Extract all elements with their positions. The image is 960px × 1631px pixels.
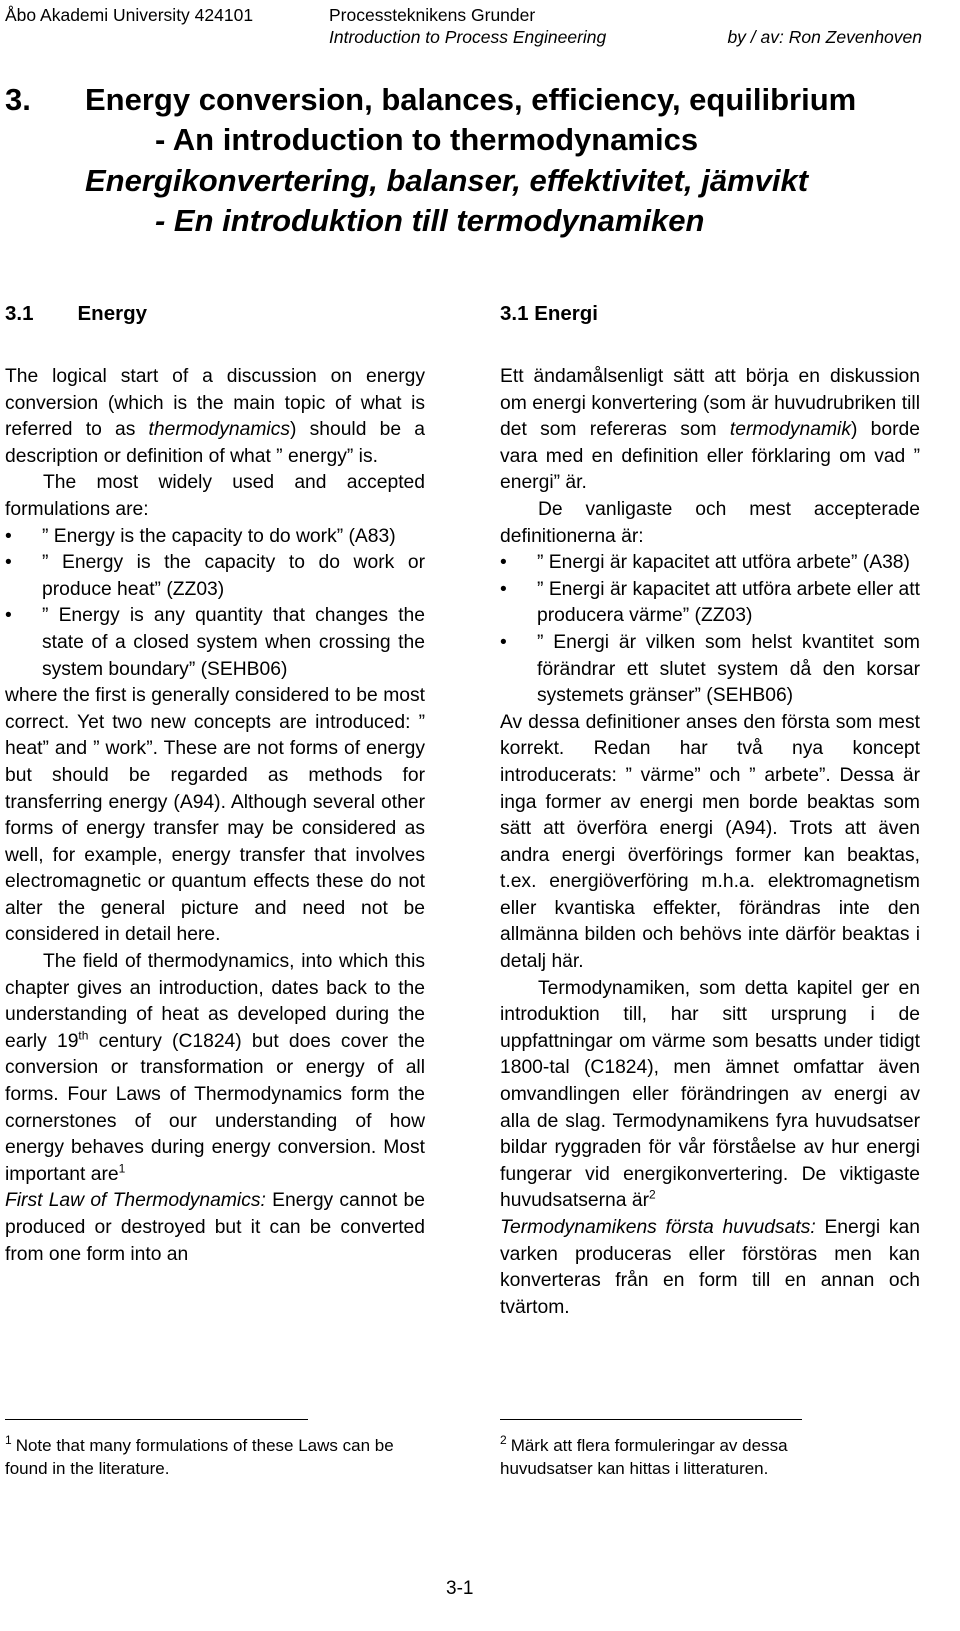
header-course-en: Introduction to Process Engineering bbox=[329, 27, 607, 47]
paragraph-field-sv: Termodynamiken, som detta kapitel ger en introduktion till, har sitt ursprung i de uppfattningar om värme som besatts under tidigt 1800-tal (C1824), men ämnet omfattar även omvandlingen eller förändringen av energi av alla de slag. Termodynamikens fyra huvudsatser bildar ryggraden för vår förståelse av hur energi fungerar vid energikonvertering. De viktigaste huvudsatserna $är^2$ bbox=[500, 977, 920, 1212]
paragraph-formulations: The most widely used and accepted formulations are: bbox=[5, 472, 425, 520]
title-number: 3. bbox=[5, 82, 31, 117]
list-item: • ” Energi är kapacitet att utföra arbete” (A38) bbox=[500, 550, 920, 577]
paragraph-intro: The logical start of a discussion on energy conversion (which is the main topic of what is referred to as thermodynamics) should be a description or definition of what ” energy” is. bbox=[5, 366, 425, 467]
title-en-main: Energy conversion, balances, efficiency, equilibrium bbox=[85, 82, 857, 117]
list-item: • ” Energi är vilken som helst kvantitet som förändrar ett slutet system då den korsar systemets gränser” (SEHB06) bbox=[500, 630, 920, 710]
paragraph-formulations-sv: De vanligaste och mest accepterade definitionerna är: bbox=[500, 498, 920, 547]
title-en-sub: - An introduction to thermodynamics bbox=[155, 122, 699, 157]
footnote-ref: 1 bbox=[118, 1161, 126, 1176]
list-item: • ” Energy is the capacity to do work or produce heat” (ZZ03) bbox=[5, 550, 425, 603]
paragraph-first-law: First Law of Thermodynamics: Energy cannot be produced or destroyed but it can be converted from one form into an bbox=[5, 1190, 425, 1265]
list-item: • ” Energy is any quantity that changes the state of a closed system when crossing the system boundary” (SEHB06) bbox=[5, 603, 425, 683]
paragraph-heat-work-sv: Av dessa definitioner anses den första som mest korrekt. Redan har två nya koncept introducerats: ” värme” och ” arbete”. Dessa är inga former av energi men borde beaktas som sätt att överföra energi (A94). Trots att även andra energi överförings former kan beaktas, t.ex. energiöverföring m.h.a. elektromagnetism eller kvantiska effekter, förändras inte den allmänna bilden och behövs inte därför beaktas i detalj här. bbox=[500, 711, 920, 973]
list-item: • ” Energi är kapacitet att utföra arbete eller att producera värme” (ZZ03) bbox=[500, 577, 920, 630]
definitions-list bbox=[5, 524, 425, 684]
page-number: 3-1 bbox=[446, 1578, 474, 1599]
left-column-en bbox=[5, 302, 425, 1268]
paragraph-field: The field of thermodynamics, into which this chapter gives an introduction, dates back to the understanding of heat as developed during the early 19th century (C1824) but does cover the conversion or transformation or energy of all forms. Four Laws of Thermodynamics form the cornerstones of our understanding of how energy behaves during energy conversion. Most important are$^1$ bbox=[5, 951, 425, 1185]
footnote-en: $^1$ Note that many formulations of these Laws can be found in the literature. bbox=[5, 1433, 394, 1478]
paragraph-intro-sv: Ett ändamålsenligt sätt att börja en diskussion om energi konvertering (som är huvudrubriken till det som refereras som termodynamik) borde vara med en definition eller förklaring om vad ” energi” är. bbox=[500, 366, 920, 494]
footnote-ref: 2 bbox=[649, 1187, 656, 1202]
section-heading-en: 3.1 Energy bbox=[5, 302, 147, 325]
right-column-sv bbox=[500, 302, 920, 1321]
header-institution: Åbo Akademi University 424101 bbox=[5, 5, 254, 25]
definitions-list-sv bbox=[500, 550, 920, 710]
header-course-sv: Processteknikens Grunder bbox=[329, 5, 536, 25]
paragraph-first-law-sv: Termodynamikens första huvudsats: Energi kan varken produceras eller förstöras men kan konverteras från en form till en annan och tvärtom. bbox=[500, 1217, 920, 1318]
title-sv-main: Energikonvertering, balanser, effektivitet, jämvikt bbox=[85, 163, 809, 198]
section-heading-sv: 3.1 Energi bbox=[500, 302, 598, 325]
header-author: by / av: Ron Zevenhoven bbox=[727, 27, 922, 47]
title-sv-sub: - En introduktion till termodynamiken bbox=[155, 203, 705, 238]
paragraph-heat-work: where the first is generally considered to be most correct. Yet two new concepts are introduced: ” heat” and ” work”. These are not forms of energy but should be regarded as methods for transferring energy (A94). Although several other forms of energy transfer may be considered as well, for example, energy transfer that involves electromagnetic or quantum effects these do not alter the general picture and need not be considered in detail here. bbox=[5, 685, 425, 946]
list-item: • ” Energy is the capacity to do work” (A83) bbox=[5, 524, 425, 551]
footnote-divider bbox=[500, 1419, 802, 1420]
footnote-sv: $^2$ Märk att flera formuleringar av dessa huvudsatser kan hittas i litteraturen. bbox=[500, 1433, 788, 1478]
footnote-divider bbox=[5, 1419, 308, 1420]
